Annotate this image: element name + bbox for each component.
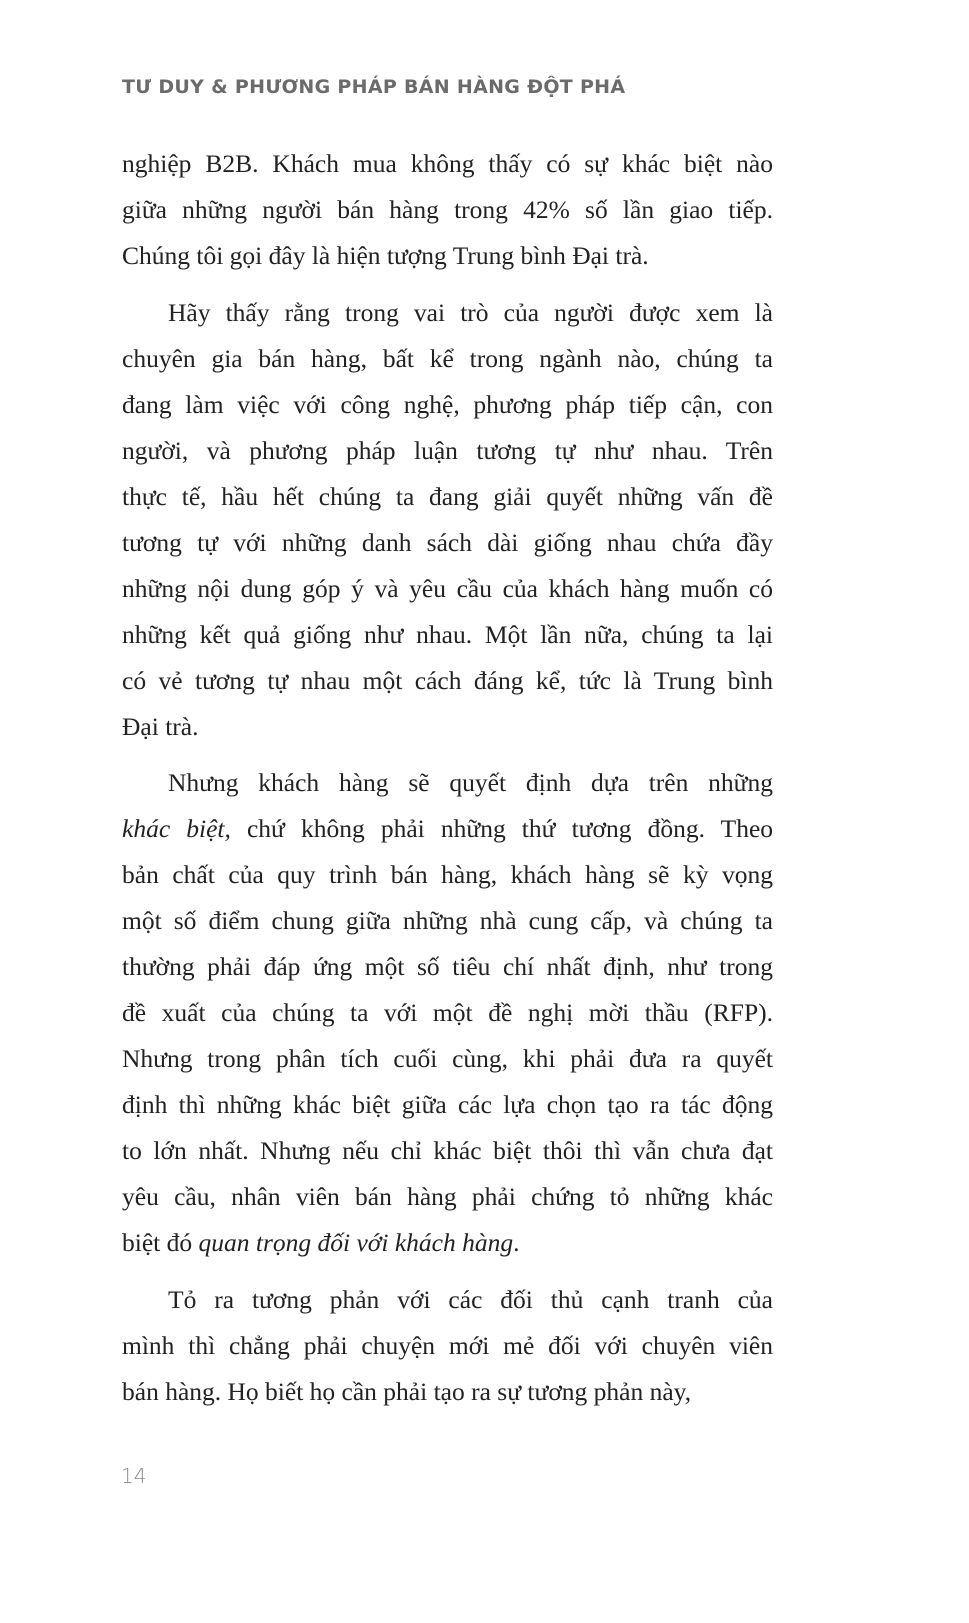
text-line [122,566,773,612]
text-segment: yêu cầu, nhân viên bán hàng phải chứng tỏ những khác [122,1182,773,1211]
text-segment: chứ không phải những thứ tương đồng. Theo [230,814,774,843]
text-line [122,806,773,852]
text-segment: chuyên gia bán hàng, bất kể trong ngành nào, chúng ta [122,344,773,373]
page-number: 14 [121,1464,147,1488]
text-line [122,898,773,944]
text-line [122,382,773,428]
text-line [122,944,773,990]
text-segment: định thì những khác biệt giữa các lựa chọn tạo ra tác động [122,1090,773,1119]
text-line [122,428,773,474]
text-segment: một số điểm chung giữa những nhà cung cấp, và chúng ta [122,906,773,935]
text-line [122,1323,773,1369]
text-segment: có vẻ tương tự nhau một cách đáng kể, tức là Trung bình [122,666,773,695]
text-line [122,658,773,704]
text-segment: to lớn nhất. Nhưng nếu chỉ khác biệt thôi thì vẫn chưa đạt [122,1136,773,1165]
text-segment: tương tự với những danh sách dài giống nhau chứa đầy [122,528,773,557]
text-segment: những nội dung góp ý và yêu cầu của khách hàng muốn có [122,574,773,603]
text-segment: đang làm việc với công nghệ, phương pháp tiếp cận, con [122,390,773,419]
text-line [122,336,773,382]
text-segment: . [513,1228,520,1257]
text-line [122,187,773,233]
text-line [122,1082,773,1128]
text-line [122,612,773,658]
text-segment: đề xuất của chúng ta với một đề nghị mời thầu (RFP). [122,998,773,1027]
text-line [122,233,773,279]
italic-text: khác biệt, [122,814,231,843]
text-line [122,852,773,898]
text-line [122,1036,773,1082]
text-line [122,141,773,187]
text-segment: Tỏ ra tương phản với các đối thủ cạnh tranh của [168,1285,773,1314]
text-segment: Nhưng khách hàng sẽ quyết định dựa trên những [168,768,773,797]
text-segment: người, và phương pháp luận tương tự như nhau. Trên [122,436,773,465]
text-segment: nghiệp B2B. Khách mua không thấy có sự khác biệt nào [122,149,773,178]
text-segment: Chúng tôi gọi đây là hiện tượng Trung bình Đại trà. [122,241,649,270]
text-line [122,1128,773,1174]
text-segment: bán hàng. Họ biết họ cần phải tạo ra sự tương phản này, [122,1377,692,1406]
text-segment: mình thì chẳng phải chuyện mới mẻ đối với chuyên viên [122,1331,773,1360]
text-line [122,990,773,1036]
text-line [122,520,773,566]
text-segment: những kết quả giống như nhau. Một lần nữa, chúng ta lại [122,620,773,649]
text-segment: biệt đó [122,1228,199,1257]
text-segment: Hãy thấy rằng trong vai trò của người được xem là [168,298,773,327]
text-line [122,1174,773,1220]
text-line [122,704,773,750]
text-line [122,474,773,520]
italic-text: quan trọng đối với khách hàng [198,1228,514,1257]
text-segment: Đại trà. [122,712,199,741]
text-line [168,290,773,336]
text-segment: giữa những người bán hàng trong 42% số lần giao tiếp. [122,195,773,224]
text-segment: thường phải đáp ứng một số tiêu chí nhất định, như trong [122,952,773,981]
text-line [168,1277,773,1323]
text-segment: Nhưng trong phân tích cuối cùng, khi phải đưa ra quyết [122,1044,773,1073]
text-line [122,1220,773,1266]
text-line [122,1369,773,1415]
text-line [168,760,773,806]
text-segment: bản chất của quy trình bán hàng, khách hàng sẽ kỳ vọng [122,860,773,889]
text-segment: thực tế, hầu hết chúng ta đang giải quyết những vấn đề [122,482,773,511]
running-header: TƯ DUY & PHƯƠNG PHÁP BÁN HÀNG ĐỘT PHÁ [122,76,626,98]
